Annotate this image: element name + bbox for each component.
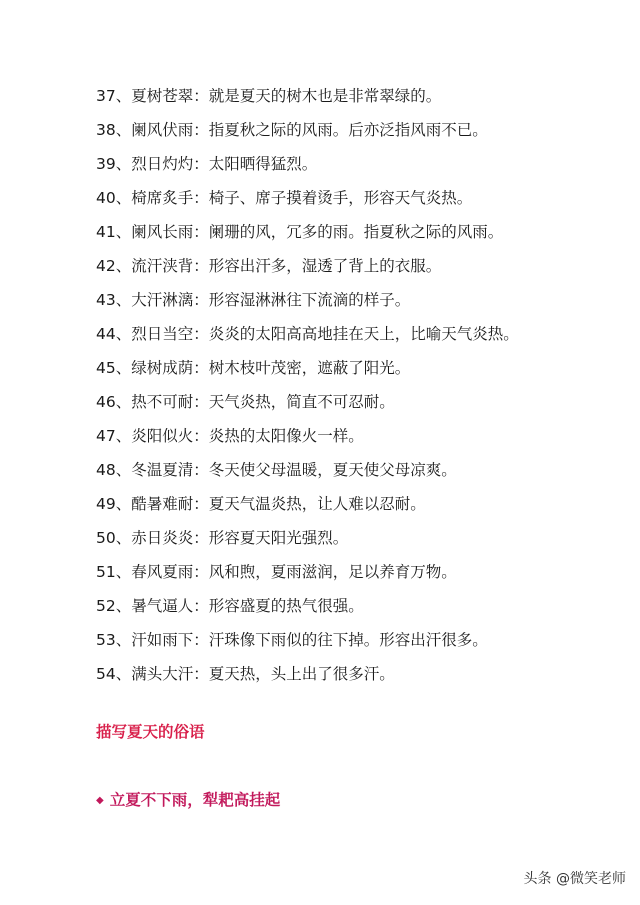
list-item: 43、大汗淋漓：形容湿淋淋往下流滴的样子。: [96, 291, 411, 309]
list-item: 39、烈日灼灼：太阳晒得猛烈。: [96, 155, 318, 173]
list-item: 46、热不可耐：天气炎热，简直不可忍耐。: [96, 393, 395, 411]
idiom-list: [96, 84, 519, 696]
list-item: 49、酷暑难耐：夏天气温炎热，让人难以忍耐。: [96, 495, 426, 513]
list-item: 38、阑风伏雨：指夏秋之际的风雨。后亦泛指风雨不已。: [96, 121, 488, 139]
list-item: 52、暑气逼人：形容盛夏的热气很强。: [96, 597, 364, 615]
list-item: 40、椅席炙手：椅子、席子摸着烫手，形容天气炎热。: [96, 189, 473, 207]
list-item: 44、烈日当空：炎炎的太阳高高地挂在天上，比喻天气炎热。: [96, 325, 519, 343]
proverb-item: [96, 788, 280, 813]
diamond-bullet-icon: ◆: [96, 795, 104, 806]
list-item: 42、流汗浃背：形容出汗多，湿透了背上的衣服。: [96, 257, 442, 275]
list-item: 45、绿树成荫：树木枝叶茂密，遮蔽了阳光。: [96, 359, 411, 377]
list-item: 48、冬温夏清：冬天使父母温暖，夏天使父母凉爽。: [96, 461, 457, 479]
list-item: 53、汗如雨下：汗珠像下雨似的往下掉。形容出汗很多。: [96, 631, 488, 649]
list-item: 54、满头大汗：夏天热，头上出了很多汗。: [96, 665, 395, 683]
list-item: 41、阑风长雨：阑珊的风，冗多的雨。指夏秋之际的风雨。: [96, 223, 504, 241]
watermark: 头条 @微笑老师: [523, 871, 626, 887]
list-item: 50、赤日炎炎：形容夏天阳光强烈。: [96, 529, 349, 547]
list-item: 47、炎阳似火：炎热的太阳像火一样。: [96, 427, 364, 445]
section-heading: 描写夏天的俗语: [96, 723, 205, 741]
list-item: 51、春风夏雨：风和煦，夏雨滋润，足以养育万物。: [96, 563, 457, 581]
list-item: 37、夏树苍翠：就是夏天的树木也是非常翠绿的。: [96, 87, 442, 105]
proverb-text: 立夏不下雨，犁耙高挂起: [109, 791, 281, 809]
